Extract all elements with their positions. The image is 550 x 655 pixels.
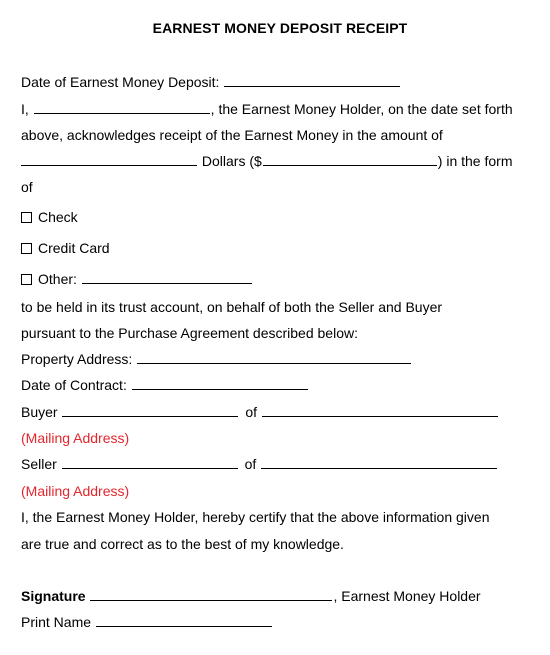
contract-date-field[interactable] [132,377,308,390]
seller-mailing-address-label: (Mailing Address) [21,483,130,499]
seller-label: Seller [21,456,57,472]
amount-row [21,152,513,170]
certify-text-2: are true and correct as to the best of my knowledge. [21,536,344,552]
signature-label: Signature [21,588,86,604]
buyer-address-field[interactable] [262,404,498,417]
credit-card-label: Credit Card [38,240,110,256]
signature-field[interactable] [90,588,332,601]
of-label: of [21,179,33,195]
holder-row [21,100,513,118]
deposit-date-field[interactable] [224,74,400,87]
trust-text: to be held in its trust account, on behalf of both the Seller and Buyer [21,299,443,315]
check-label: Check [38,209,78,225]
signature-row [21,587,481,605]
seller-address-field[interactable] [261,456,497,469]
other-field[interactable] [82,271,252,284]
print-name-label: Print Name [21,614,92,630]
buyer-name-field[interactable] [62,404,238,417]
contract-date-row [21,376,309,394]
property-address-label: Property Address: [21,351,133,367]
acknowledges-text: above, acknowledges receipt of the Earnest Money in the amount of [21,127,443,143]
seller-row [21,455,498,473]
in-the-form-label: ) in the form [437,153,513,169]
deposit-date-label: Date of Earnest Money Deposit: [21,74,220,90]
property-address-row [21,350,412,368]
amount-words-field[interactable] [21,153,197,166]
amount-number-field[interactable] [263,153,437,166]
credit-card-checkbox[interactable] [21,243,32,254]
holder-suffix: , the Earnest Money Holder, on the date set forth [210,101,513,117]
print-name-row [21,613,273,631]
dollars-label: Dollars ($ [201,153,262,169]
document-title: EARNEST MONEY DEPOSIT RECEIPT [152,20,408,36]
option-credit-card [21,239,110,257]
holder-prefix: I, [21,101,29,117]
option-check [21,208,78,226]
seller-name-field[interactable] [62,456,238,469]
option-other [21,270,253,288]
buyer-label: Buyer [21,404,58,420]
certify-text-1: I, the Earnest Money Holder, hereby certify that the above information given [21,509,490,525]
seller-of-label: of [244,456,257,472]
check-checkbox[interactable] [21,212,32,223]
buyer-mailing-address-label: (Mailing Address) [21,430,130,446]
other-label: Other: [38,271,77,287]
signature-suffix: , Earnest Money Holder [333,588,481,604]
contract-date-label: Date of Contract: [21,377,127,393]
buyer-row [21,403,499,421]
other-checkbox[interactable] [21,274,32,285]
print-name-field[interactable] [96,614,272,627]
deposit-date-row [21,73,401,91]
property-address-field[interactable] [137,351,411,364]
pursuant-text: pursuant to the Purchase Agreement described below: [21,325,358,341]
buyer-of-label: of [245,404,258,420]
holder-name-field[interactable] [34,101,210,114]
